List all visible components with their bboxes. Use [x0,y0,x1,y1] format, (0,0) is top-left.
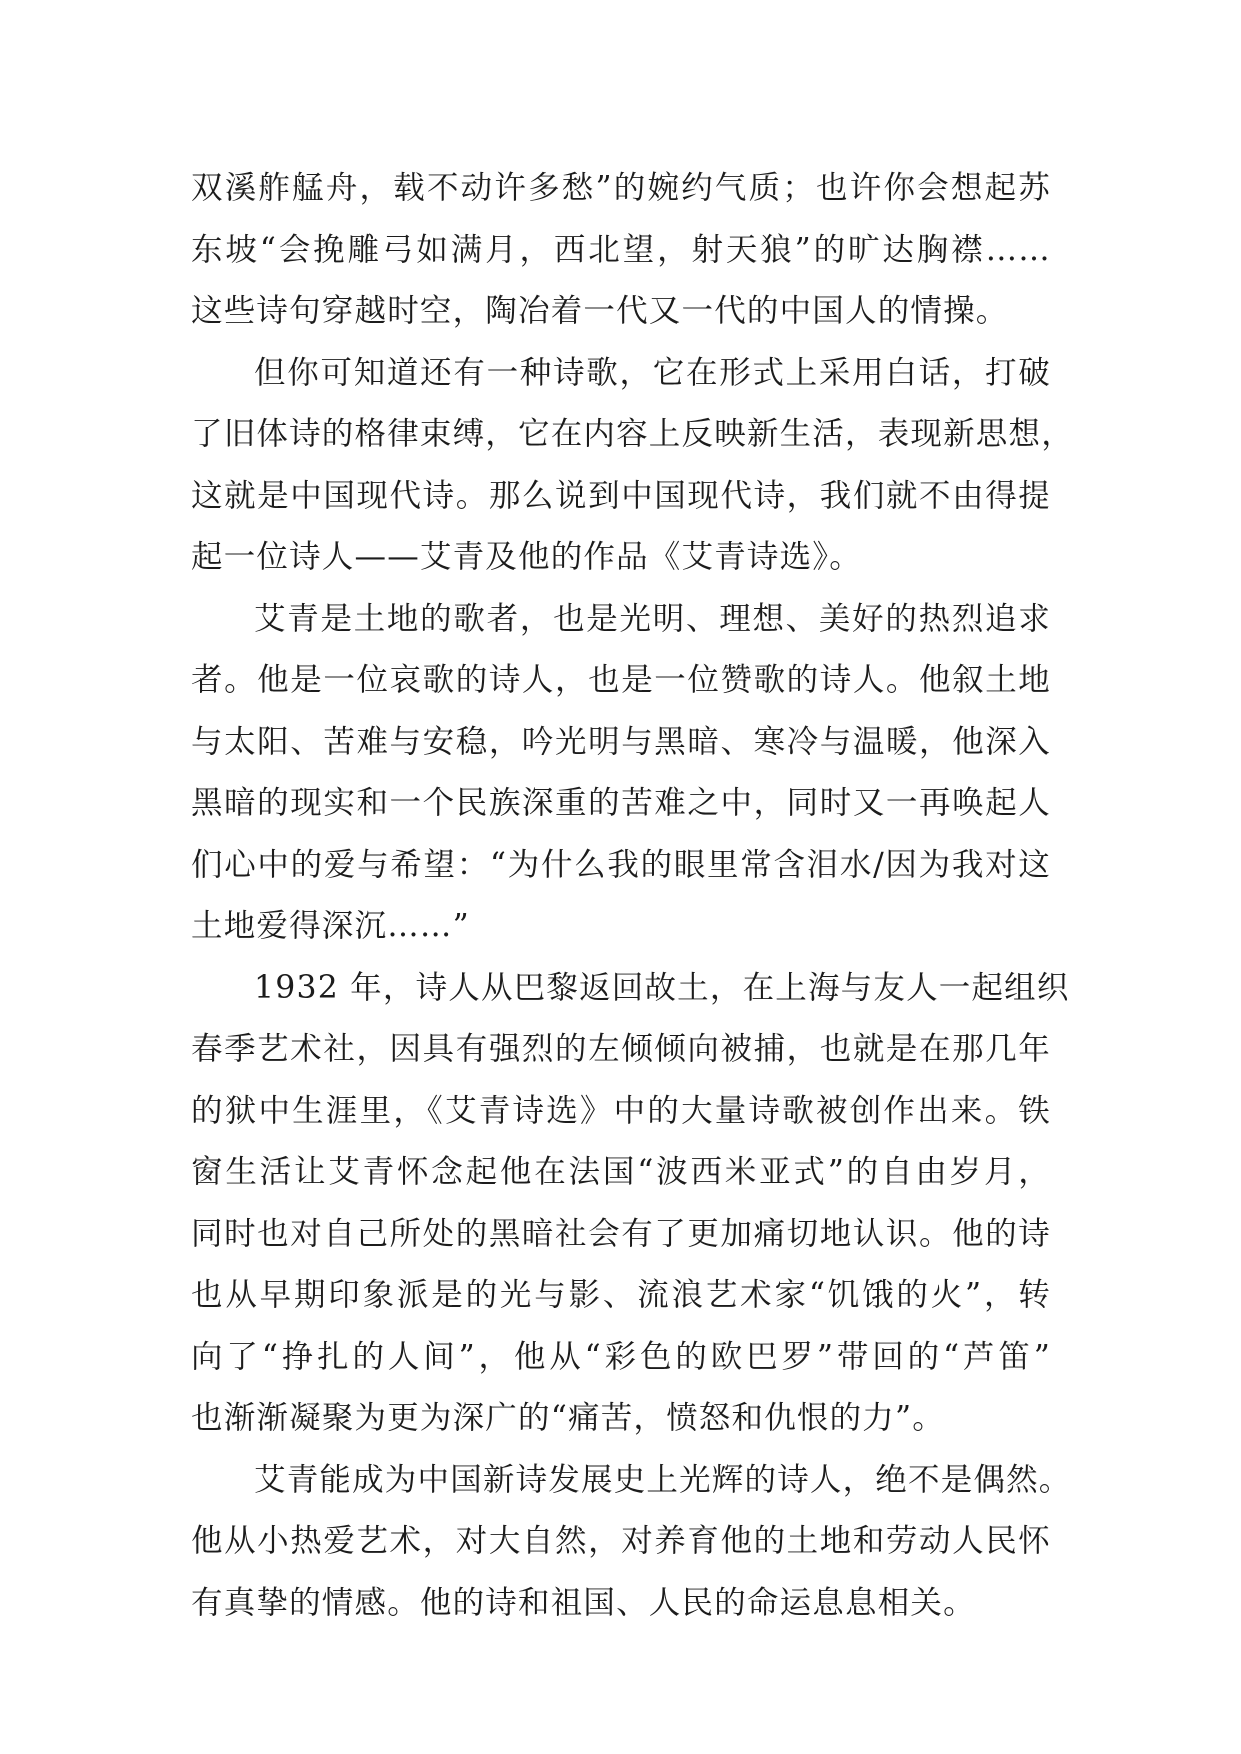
text-line: 但你可知道还有一种诗歌，它在形式上采用白话，打破 [254,354,1051,391]
text-line: 艾青能成为中国新诗发展史上光辉的诗人，绝不是偶然。 [254,1461,1072,1498]
paragraph [191,589,1051,958]
paragraph [191,158,1051,343]
text-line: 他从小热爱艺术，对大自然，对养育他的土地和劳动人民怀 [191,1523,1051,1559]
text-line: 春季艺术社，因具有强烈的左倾倾向被捕，也就是在那几年 [191,1031,1051,1067]
text-line: 的狱中生涯里，《艾青诗选》中的大量诗歌被创作出来。铁 [191,1092,1051,1129]
text-line: 向了“挣扎的人间”，他从“彩色的欧巴罗”带回的“芦笛” [191,1338,1051,1375]
text-line: 有真挚的情感。他的诗和祖国、人民的命运息息相关。 [191,1584,976,1621]
text-line: 也从早期印象派是的光与影、流浪艺术家“饥饿的火”，转 [191,1277,1051,1313]
text-line: 者。他是一位哀歌的诗人，也是一位赞歌的诗人。他叙土地 [191,662,1051,698]
text-line: 同时也对自己所处的黑暗社会有了更加痛切地认识。他的诗 [191,1215,1051,1252]
text-line: 1932 年，诗人从巴黎返回故土，在上海与友人一起组织 [254,969,1070,1006]
text-line: 这些诗句穿越时空，陶冶着一代又一代的中国人的情操。 [191,293,1009,329]
text-line: 与太阳、苦难与安稳，吟光明与黑暗、寒冷与温暖，他深入 [191,723,1051,760]
text-line: 起一位诗人——艾青及他的作品《艾青诗选》。 [191,539,862,575]
text-line: 黑暗的现实和一个民族深重的苦难之中，同时又一再唤起人 [191,785,1051,821]
document-body [191,158,1074,1634]
paragraph [191,1450,1072,1635]
text-line: 双溪舴艋舟，载不动许多愁”的婉约气质；也许你会想起苏 [191,170,1051,206]
text-line: 也渐渐凝聚为更为深广的“痛苦，愤怒和仇恨的力”。 [191,1400,946,1436]
text-line: 土地爱得深沉……” [191,908,470,944]
text-line: 艾青是土地的歌者，也是光明、理想、美好的热烈追求 [254,600,1051,637]
text-line: 们心中的爱与希望：“为什么我的眼里常含泪水/因为我对这 [191,846,1051,883]
paragraph [191,958,1070,1450]
text-line: 了旧体诗的格律束缚，它在内容上反映新生活，表现新思想， [191,416,1074,452]
text-line: 这就是中国现代诗。那么说到中国现代诗，我们就不由得提 [191,477,1051,514]
paragraph [191,343,1074,589]
text-line: 窗生活让艾青怀念起他在法国“波西米亚式”的自由岁月， [191,1154,1051,1190]
text-line: 东坡“会挽雕弓如满月，西北望，射天狼”的旷达胸襟…… [191,231,1051,268]
